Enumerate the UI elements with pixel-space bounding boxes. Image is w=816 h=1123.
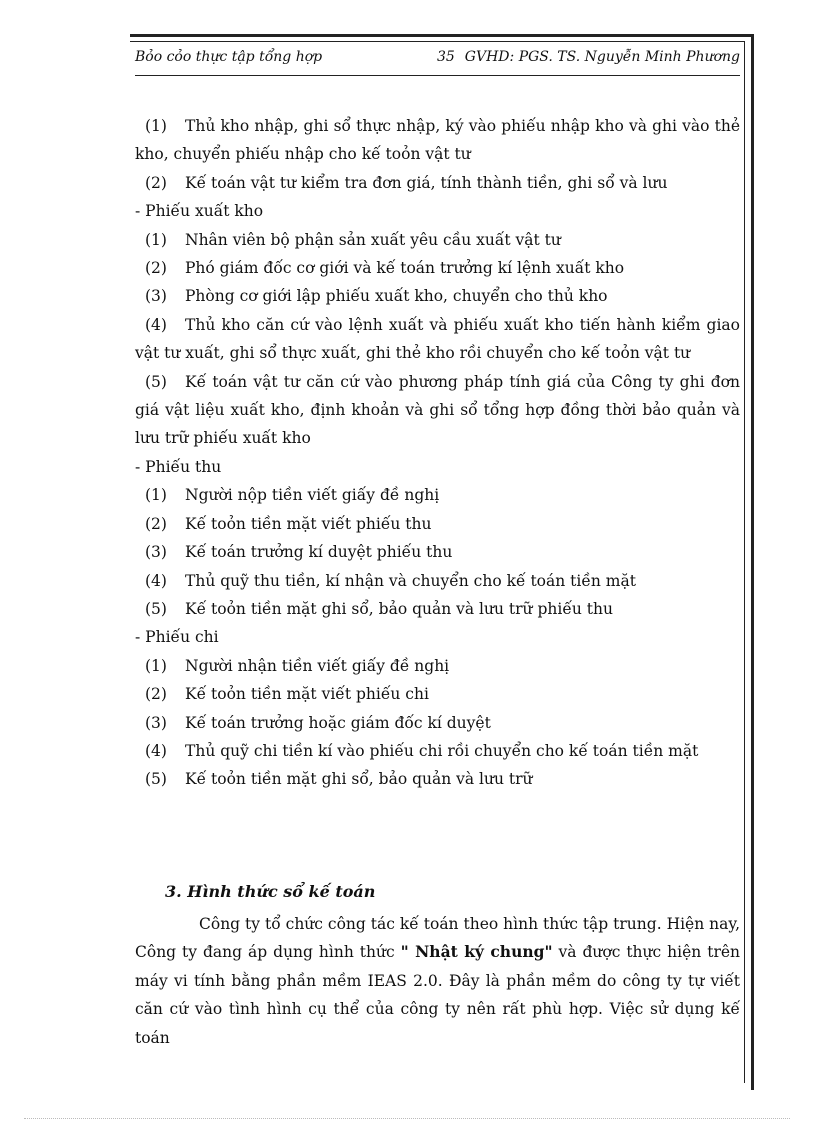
item-text: Kế toán vật tư kiểm tra đơn giá, tính thành tiền, ghi sổ và lưu [185, 173, 668, 192]
list-item [135, 368, 740, 396]
item-text: Thủ quỹ thu tiền, kí nhận và chuyển cho kế toán tiền mặt [185, 571, 636, 590]
item-text: Thủ kho nhập, ghi sổ thực nhập, ký vào phiếu nhập kho và ghi vào thẻ [185, 117, 740, 135]
paragraph-line: máy vi tính bằng phần mềm IEAS 2.0. Đây là phần mềm do công ty tự viết [135, 971, 740, 990]
list-item [135, 112, 740, 140]
paragraph-text: Công ty đang áp dụng hình thức [135, 943, 395, 962]
item-number: (5) [145, 599, 167, 618]
item-text: Thủ kho căn cứ vào lệnh xuất và phiếu xuất kho tiến hành kiểm giao [185, 315, 740, 334]
item-number: (1) [145, 117, 167, 135]
item-text: Thủ quỹ chi tiền kí vào phiếu chi rồi chuyển cho kế toán tiền mặt [185, 741, 699, 760]
section-heading: 3. Hình thức sổ kế toán [165, 882, 376, 901]
item-number: (5) [145, 372, 167, 391]
paragraph-line: Công ty tổ chức công tác kế toán theo hình thức tập trung. Hiện nay, [199, 915, 740, 933]
item-text: Người nộp tiền viết giấy đề nghị [185, 486, 440, 505]
document-body [135, 112, 740, 794]
item-number: (5) [145, 770, 167, 789]
item-text: Kế toỏn tiền mặt viết phiếu thu [185, 514, 432, 533]
list-item-continuation: kho, chuyển phiếu nhập cho kế toỏn vật tư [135, 145, 471, 164]
list-item [135, 481, 740, 509]
list-item-continuation: giá vật liệu xuất kho, định khoản và ghi sổ tổng hợp đồng thời bảo quản và [135, 401, 740, 420]
item-text: Người nhận tiền viết giấy đề nghị [185, 656, 450, 675]
item-number: (1) [145, 230, 167, 249]
paragraph-emphasis: " Nhật ký chung" [400, 942, 553, 962]
list-item [135, 311, 740, 339]
item-number: (2) [145, 685, 167, 704]
page-border-top [130, 34, 752, 37]
list-item [135, 510, 740, 538]
item-number: (1) [145, 486, 167, 505]
item-text: Phòng cơ giới lập phiếu xuất kho, chuyển cho thủ kho [185, 287, 608, 306]
page-header [135, 49, 740, 71]
item-number: (2) [145, 514, 167, 533]
item-text: Kế toán trưởng kí duyệt phiếu thu [185, 543, 453, 562]
list-item-continuation: vật tư xuất, ghi sổ thực xuất, ghi thẻ kho rồi chuyển cho kế toỏn vật tư [135, 344, 691, 363]
list-item [135, 595, 740, 623]
item-text: Kế toỏn tiền mặt ghi sổ, bảo quản và lưu trữ phiếu thu [185, 599, 613, 618]
list-item [135, 226, 740, 254]
item-text: Kế toán vật tư căn cứ vào phương pháp tính giá của Công ty ghi đơn [185, 372, 740, 391]
section-label-phieu-xuat-kho: - Phiếu xuất kho [135, 202, 264, 221]
header-supervisor: GVHD: PGS. TS. Nguyễn Minh Phương [464, 49, 740, 65]
item-number: (3) [145, 543, 167, 562]
item-text: Kế toán trưởng hoặc giám đốc kí duyệt [185, 713, 491, 732]
list-item [135, 680, 740, 708]
list-item [135, 538, 740, 566]
list-item [135, 652, 740, 680]
page-border-right [751, 34, 754, 1090]
section-label-phieu-thu: - Phiếu thu [135, 457, 222, 476]
page-bottom-dotted-rule [24, 1118, 790, 1119]
item-number: (2) [145, 259, 167, 278]
item-number: (2) [145, 173, 167, 192]
list-item [135, 709, 740, 737]
item-text: Kế toỏn tiền mặt ghi sổ, bảo quản và lưu trữ [185, 770, 533, 789]
section-paragraph [135, 910, 740, 1052]
item-number: (3) [145, 713, 167, 732]
item-number: (4) [145, 571, 167, 590]
list-item [135, 169, 740, 197]
list-item [135, 765, 740, 793]
item-number: (3) [145, 287, 167, 306]
item-text: Kế toỏn tiền mặt viết phiếu chi [185, 685, 429, 704]
list-item [135, 737, 740, 765]
paragraph-text: và được thực hiện trên [558, 943, 741, 962]
header-page-number: 35 [437, 49, 455, 65]
header-rule [135, 75, 740, 76]
list-item [135, 567, 740, 595]
list-item [135, 254, 740, 282]
item-number: (1) [145, 656, 167, 675]
header-report-title: Bỏo cỏo thực tập tổng hợp [135, 49, 323, 65]
paragraph-line [135, 938, 740, 966]
item-number: (4) [145, 741, 167, 760]
item-text: Phó giám đốc cơ giới và kế toán trưởng kí lệnh xuất kho [185, 259, 625, 278]
paragraph-line: căn cứ vào tình hình cụ thể của công ty nên rất phù hợp. Việc sử dụng kế toán [135, 1000, 740, 1047]
list-item-continuation: lưu trữ phiếu xuất kho [135, 429, 311, 448]
list-item [135, 282, 740, 310]
section-label-phieu-chi: - Phiếu chi [135, 628, 219, 647]
page-border-top-inner [130, 41, 745, 42]
item-text: Nhân viên bộ phận sản xuất yêu cầu xuất vật tư [185, 230, 561, 249]
page-border-right-inner [744, 41, 745, 1083]
item-number: (4) [145, 315, 167, 334]
